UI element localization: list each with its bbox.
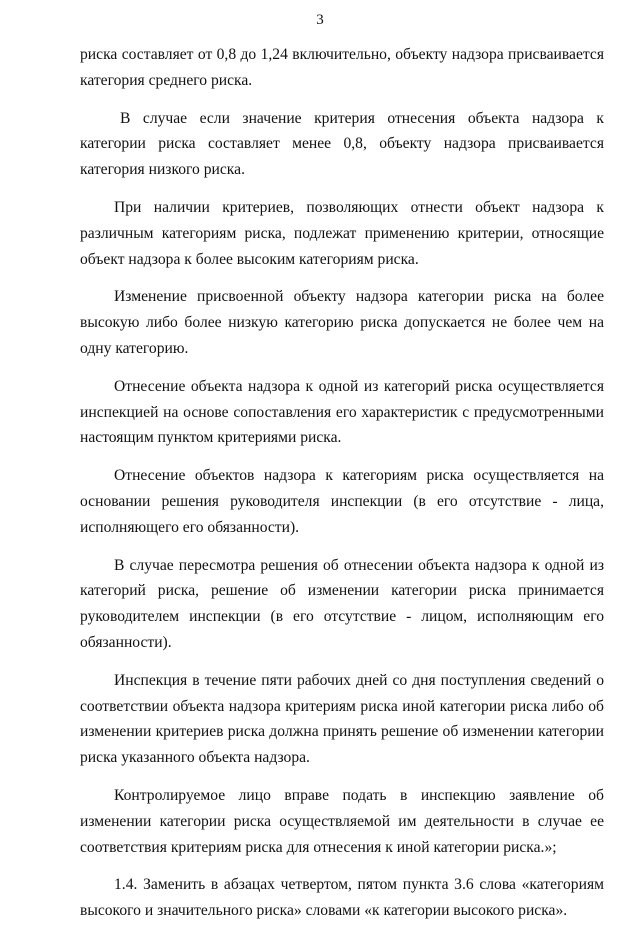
document-body xyxy=(80,42,604,936)
page-number: 3 xyxy=(316,12,324,28)
paragraph-multiple-criteria: При наличии критериев, позволяющих отнести объект надзора к различным категориям риска, подлежат применению критерии, относящие объект надзора к более высоким категориям риска. xyxy=(80,198,604,268)
paragraph-amendment-1-4: 1.4. Заменить в абзацах четвертом, пятом пункта 3.6 слова «категориям высокого и значительного риска» словами «к категории высокого риска». xyxy=(80,876,604,920)
paragraph-five-day-term: Инспекция в течение пяти рабочих дней со дня поступления сведений о соответствии объекта надзора критериям риска иной категории риска либо об изменении критериев риска должна принять решение об изменении категории риска указанного объекта надзора. xyxy=(80,671,604,767)
paragraph-category-change-limit: Изменение присвоенной объекту надзора категории риска на более высокую либо более низкую категорию риска допускается не более чем на одну категорию. xyxy=(80,288,604,357)
paragraph-head-decision: Отнесение объектов надзора к категориям риска осуществляется на основании решения руководителя инспекции (в его отсутствие - лица, исполняющего его обязанности). xyxy=(80,467,604,536)
paragraph-continuation: риска составляет от 0,8 до 1,24 включительно, объекту надзора присваивается категория среднего риска. xyxy=(80,46,604,89)
paragraph-low-risk: В случае если значение критерия отнесения объекта надзора к категории риска составляет менее 0,8, объекту надзора присваивается категория низкого риска. xyxy=(80,109,604,179)
paragraph-decision-review: В случае пересмотра решения об отнесении объекта надзора к одной из категорий риска, решение об изменении категории риска принимается руководителем инспекции (в его отсутствие - лицом, исполняющим его обязанности). xyxy=(80,556,604,651)
paragraph-controlled-person-request: Контролируемое лицо вправе подать в инспекцию заявление об изменении категории риска осуществляемой им деятельности в случае ее соответствия критериям риска для отнесения к иной категории риска.»; xyxy=(80,786,604,856)
paragraph-assignment-basis: Отнесение объекта надзора к одной из категорий риска осуществляется инспекцией на основе сопоставления его характеристик с предусмотренными настоящим пунктом критериями риска. xyxy=(80,377,604,447)
